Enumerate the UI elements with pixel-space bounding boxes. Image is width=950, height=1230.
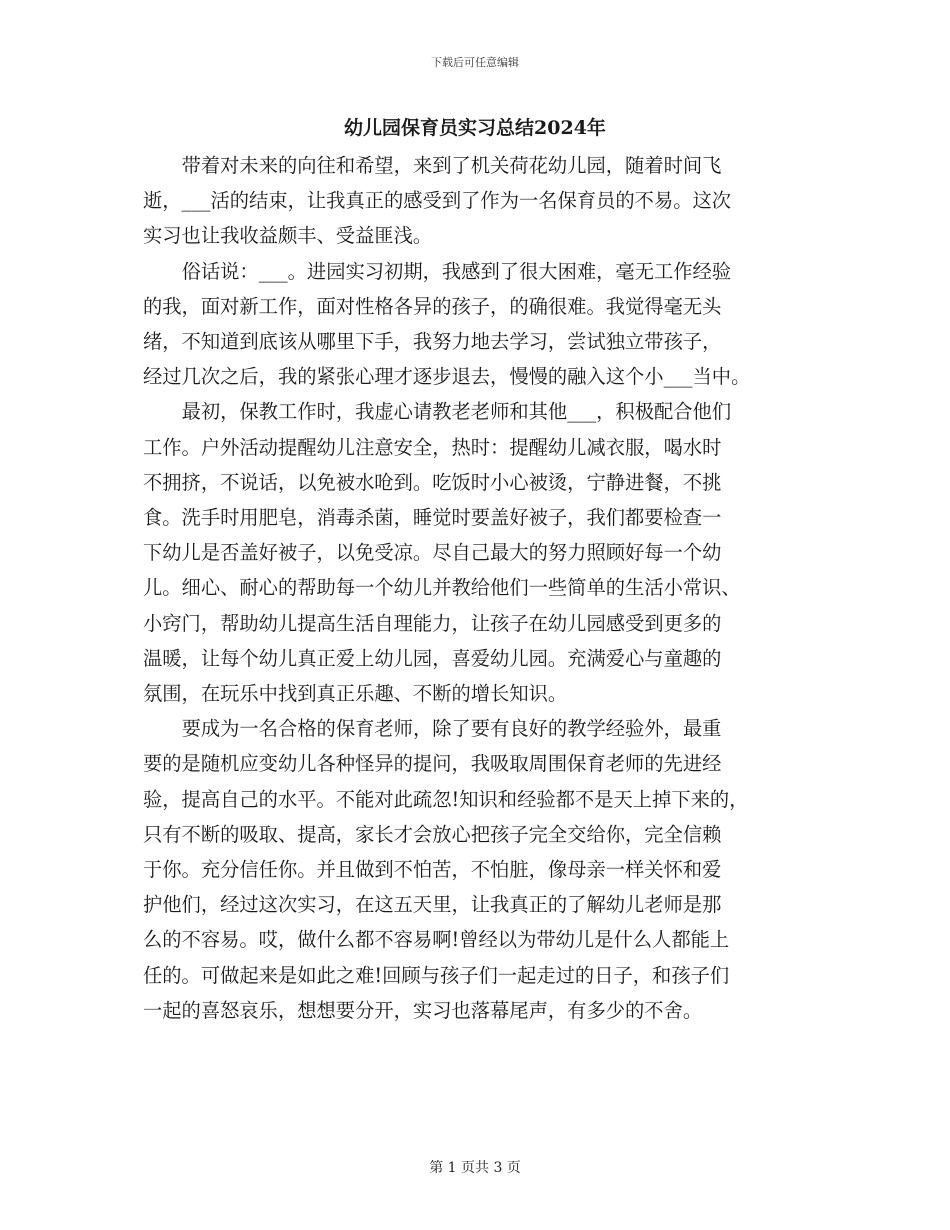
text-line: 下幼儿是否盖好被子，以免受凉。尽自己最大的努力照顾好每一个幼 (143, 541, 722, 565)
text-line: 小窍门，帮助幼儿提高生活自理能力，让孩子在幼儿园感受到更多的 (143, 611, 722, 635)
text-line: 儿。细心、耐心的帮助每一个幼儿并教给他们一些简单的生活小常识、 (143, 576, 741, 600)
text-line: 逝，___活的结束，让我真正的感受到了作为一名保育员的不易。这次 (143, 189, 732, 213)
text-line: 温暖，让每个幼儿真正爱上幼儿园，喜爱幼儿园。充满爱心与童趣的 (143, 646, 722, 670)
page-footer: 第 1 页共 3 页 (429, 1160, 521, 1176)
document-body (143, 148, 813, 1028)
paragraph-3 (143, 394, 813, 711)
text-line: 带着对未来的向往和希望，来到了机关荷花幼儿园，随着时间飞 (181, 154, 722, 177)
text-line: 氛围，在玩乐中找到真正乐趣、不断的增长知识。 (143, 682, 568, 706)
text-line: 一起的喜怒哀乐，想想要分开，实习也落幕尾声，有多少的不舍。 (143, 998, 703, 1022)
text-line: 工作。户外活动提醒幼儿注意安全，热时：提醒幼儿减衣服，喝水时 (143, 435, 722, 459)
text-line: 不拥挤，不说话，以免被水呛到。吃饭时小心被烫，宁静进餐，不挑 (143, 470, 722, 494)
text-line: 么的不容易。哎，做什么都不容易啊!曾经以为带幼儿是什么人都能上 (143, 928, 730, 952)
text-line: 只有不断的吸取、提高，家长才会放心把孩子完全交给你，完全信赖 (143, 822, 722, 846)
text-line: 绪，不知道到底该从哪里下手，我努力地去学习，尝试独立带孩子， (143, 330, 722, 354)
paragraph-4 (143, 711, 813, 1028)
text-line: 于你。充分信任你。并且做到不怕苦，不怕脏，像母亲一样关怀和爱 (143, 858, 722, 882)
text-line: 实习也让我收益颇丰、受益匪浅。 (143, 224, 433, 248)
text-line: 俗话说：___。进园实习初期，我感到了很大困难，毫无工作经验 (181, 259, 732, 283)
text-line: 护他们，经过这次实习，在这五天里，让我真正的了解幼儿老师是那 (143, 893, 722, 917)
text-line: 要的是随机应变幼儿各种怪异的提问，我吸取周围保育老师的先进经 (143, 752, 722, 776)
header-note: 下载后可任意编辑 (431, 56, 519, 69)
paragraph-1 (143, 148, 813, 254)
text-line: 食。洗手时用肥皂，消毒杀菌，睡觉时要盖好被子，我们都要检查一 (143, 506, 722, 530)
text-line: 验，提高自己的水平。不能对此疏忽!知识和经验都不是天上掉下来的， (143, 787, 749, 811)
text-line: 经过几次之后，我的紧张心理才逐步退去，慢慢的融入这个小___当中。 (143, 365, 751, 389)
text-line: 的我，面对新工作，面对性格各异的孩子，的确很难。我觉得毫无头 (143, 294, 722, 318)
text-line: 最初，保教工作时，我虚心请教老老师和其他___，积极配合他们 (181, 400, 732, 424)
text-line: 要成为一名合格的保育老师，除了要有良好的教学经验外，最重 (181, 717, 722, 741)
document-title: 幼儿园保育员实习总结2024年 (344, 117, 606, 139)
paragraph-2 (143, 254, 813, 395)
text-line: 任的。可做起来是如此之难!回顾与孩子们一起走过的日子，和孩子们 (143, 963, 730, 987)
